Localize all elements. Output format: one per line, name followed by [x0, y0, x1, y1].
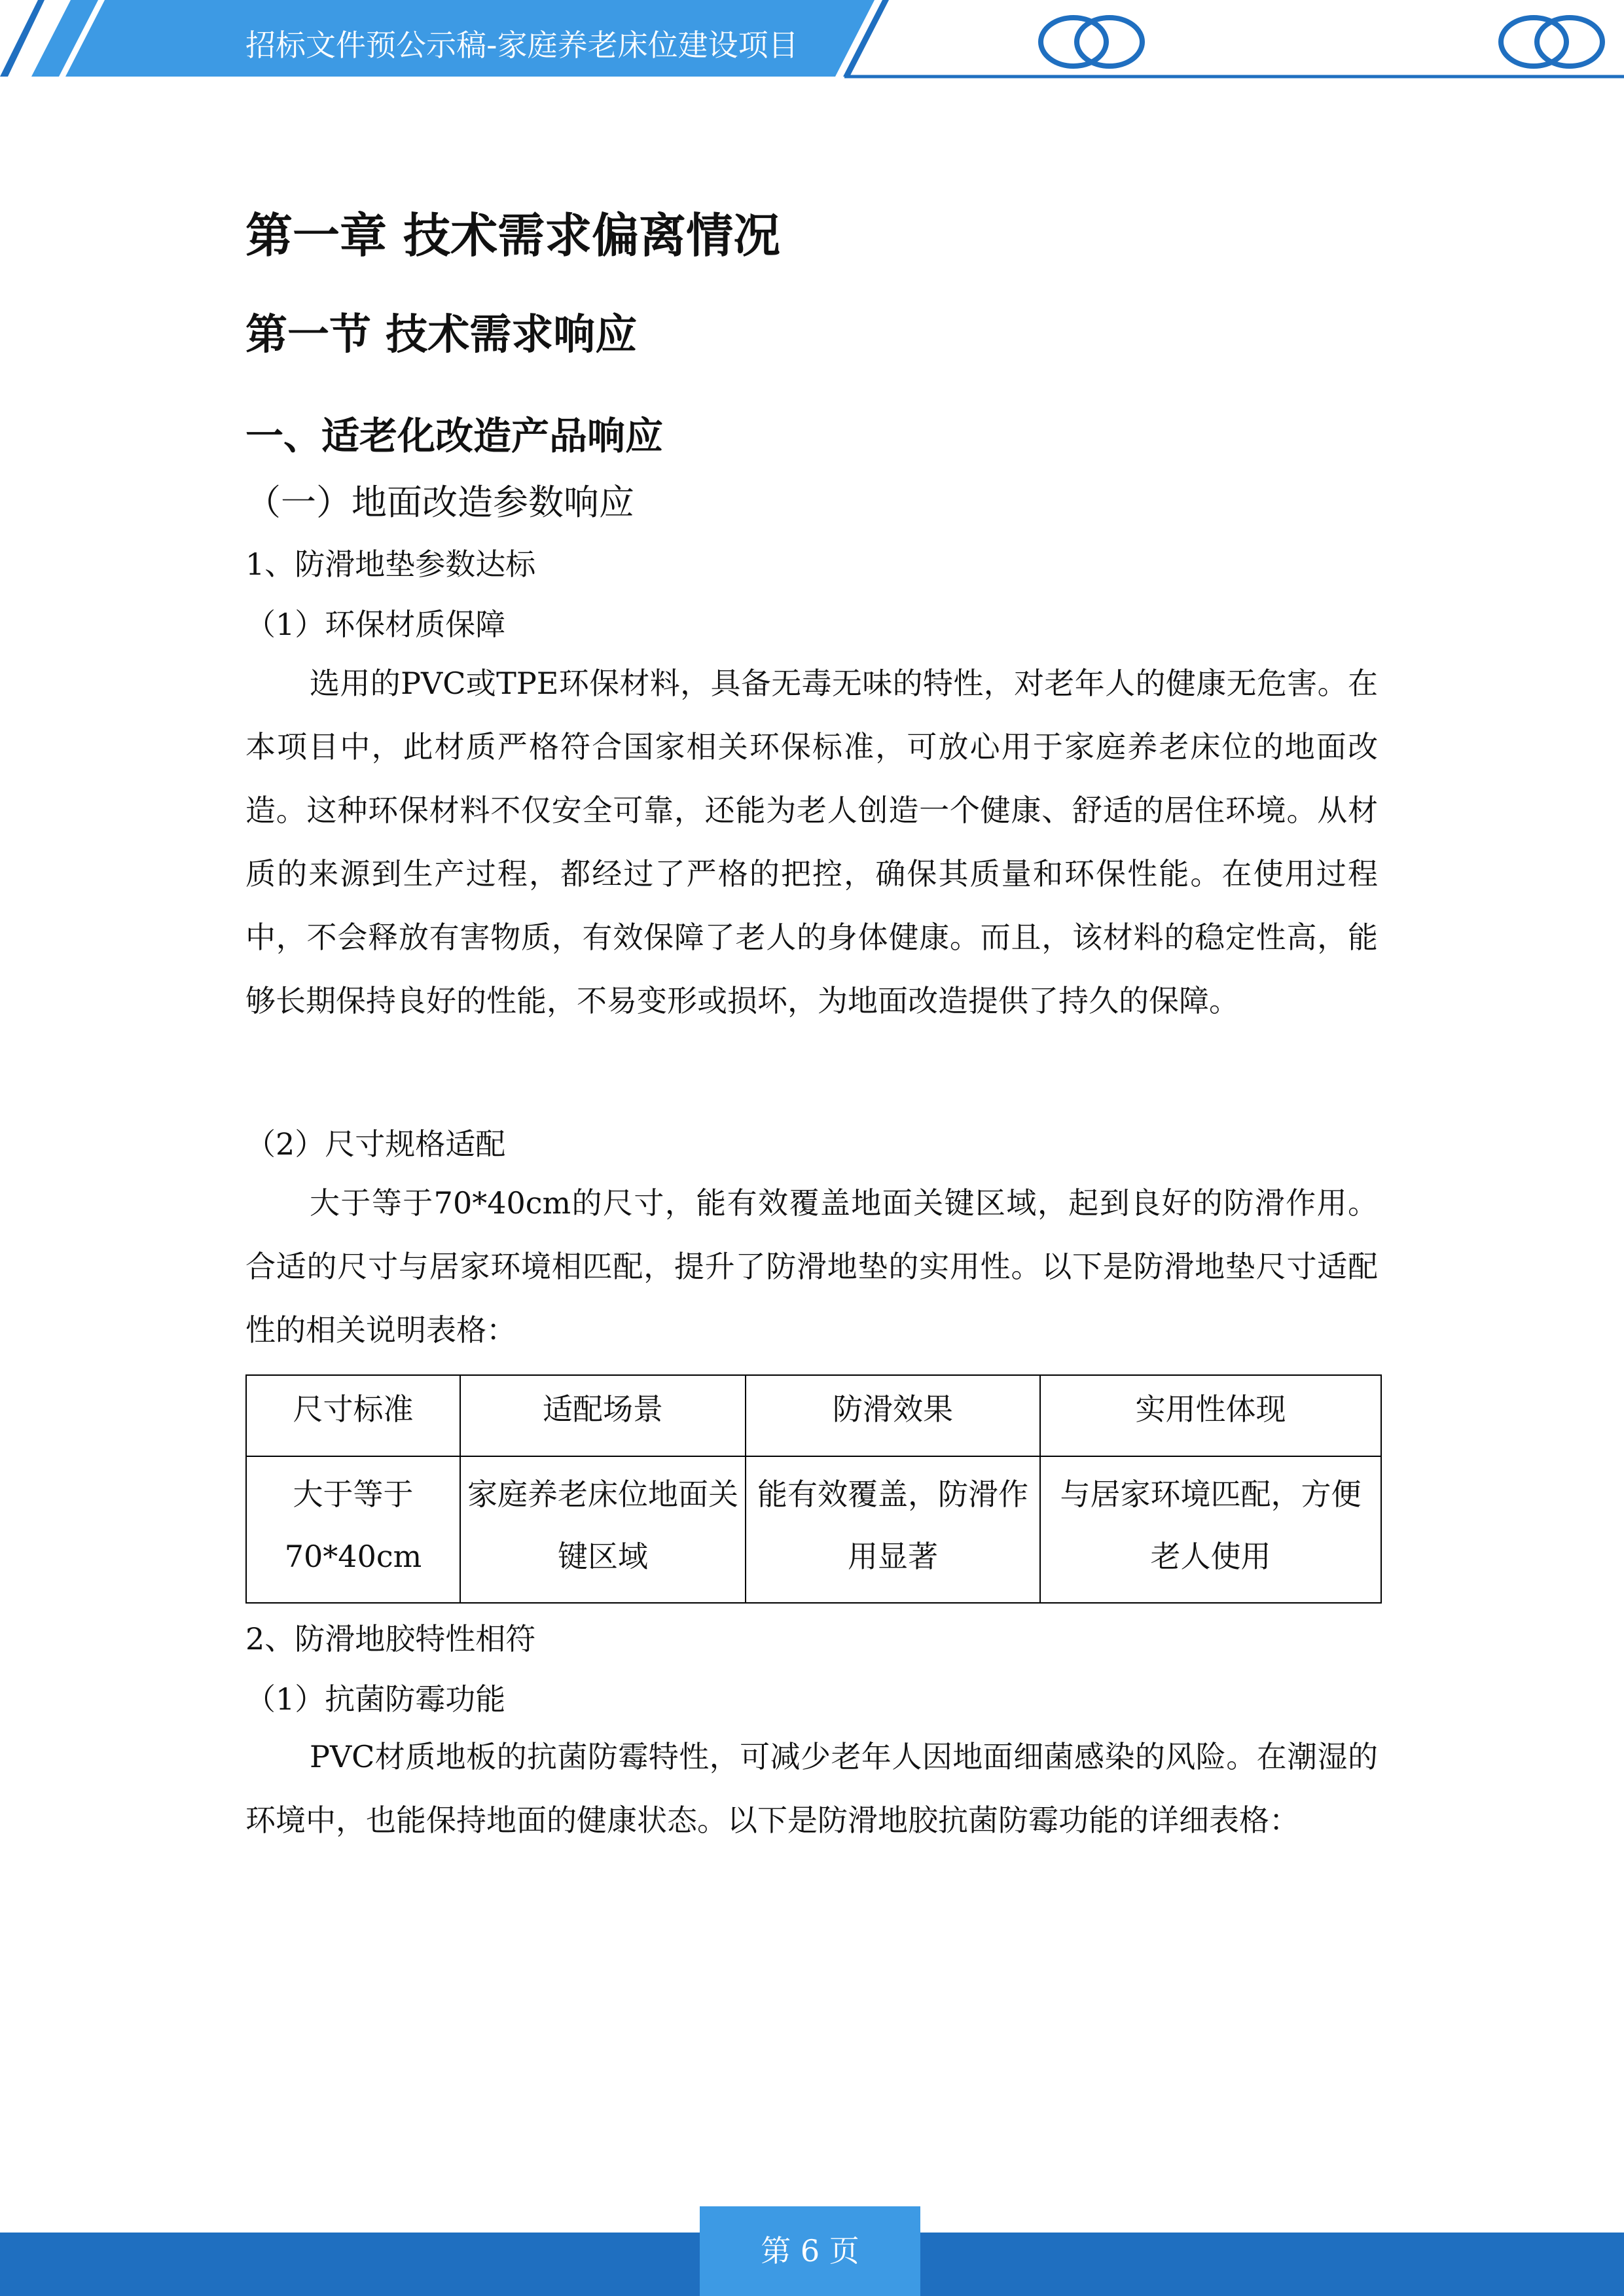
table-header-cell: 尺寸标准	[246, 1375, 460, 1456]
header-title: 招标文件预公示稿-家庭养老床位建设项目	[245, 27, 799, 63]
section-title: 第一节 技术需求响应	[245, 310, 638, 359]
table-header-cell: 实用性体现	[1040, 1375, 1381, 1456]
page-number: 第 6 页	[700, 2206, 920, 2296]
table-header-row	[246, 1375, 1381, 1456]
table-cell: 与居家环境匹配，方便老人使用	[1040, 1456, 1381, 1603]
table-cell: 家庭养老床位地面关键区域	[460, 1456, 746, 1603]
item1-sub1-paragraph: 选用的PVC或TPE环保材料，具备无毒无味的特性，对老年人的健康无危害。在本项目中，此材质严格符合国家相关环保标准，可放心用于家庭养老床位的地面改造。这种环保材料不仅安全可靠，还能为老人创造一个健康、舒适的居住环境。从材质的来源到生产过程，都经过了严格的把控，确保其质量和环保性能。在使用过程中，不会释放有害物质，有效保障了老人的身体健康。而且，该材料的稳定性高，能够长期保持良好的性能，不易变形或损坏，为地面改造提供了持久的保障。	[245, 666, 1378, 1018]
table-header-cell: 适配场景	[460, 1375, 746, 1456]
item2-title: 2、防滑地胶特性相符	[245, 1621, 536, 1657]
heading-level-2: （一）地面改造参数响应	[245, 482, 634, 523]
item2-sub1-title: （1）抗菌防霉功能	[245, 1681, 506, 1717]
page-header	[0, 0, 1624, 85]
table-row	[246, 1456, 1381, 1603]
table-header-cell: 防滑效果	[746, 1375, 1040, 1456]
mat-size-table	[245, 1374, 1382, 1604]
table-cell: 大于等于70*40cm	[246, 1456, 460, 1603]
item1-title: 1、防滑地垫参数达标	[245, 547, 536, 582]
table-cell: 能有效覆盖，防滑作用显著	[746, 1456, 1040, 1603]
chapter-title: 第一章 技术需求偏离情况	[245, 207, 781, 263]
rings-icon	[1494, 13, 1612, 72]
heading-level-1: 一、适老化改造产品响应	[245, 414, 664, 458]
rings-icon	[1034, 13, 1152, 72]
item2-sub1-paragraph: PVC材质地板的抗菌防霉特性，可减少老年人因地面细菌感染的风险。在潮湿的环境中，也能保持地面的健康状态。以下是防滑地胶抗菌防霉功能的详细表格：	[245, 1739, 1378, 1838]
item1-sub2-title: （2）尺寸规格适配	[245, 1126, 506, 1162]
item1-sub2-paragraph: 大于等于70*40cm的尺寸，能有效覆盖地面关键区域，起到良好的防滑作用。合适的尺寸与居家环境相匹配，提升了防滑地垫的实用性。以下是防滑地垫尺寸适配性的相关说明表格：	[245, 1185, 1378, 1348]
item1-sub1-title: （1）环保材质保障	[245, 607, 506, 642]
